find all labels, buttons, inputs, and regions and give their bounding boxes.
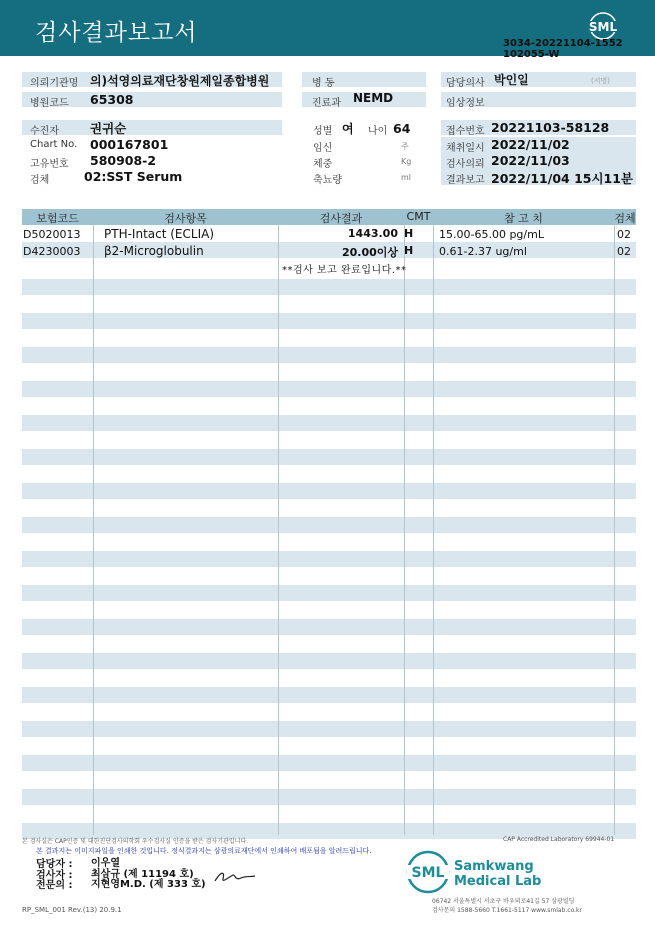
unique-value: 580908-2	[90, 153, 157, 168]
collect-value: 2022/11/02	[491, 137, 570, 152]
table-stripe	[22, 483, 636, 499]
charge-label: 담당자 :	[36, 859, 73, 870]
receipt-label: 접수번호	[446, 126, 485, 137]
header-specimen: 검체	[614, 212, 636, 225]
pregnancy-unit: 주	[401, 142, 409, 151]
hospital-code-value: 65308	[90, 92, 134, 107]
row-code: D5020013	[23, 228, 81, 241]
patient-row-bg	[22, 120, 282, 135]
table-stripe	[22, 381, 636, 397]
specialist-label: 전문의 :	[36, 880, 73, 891]
form-code: RP_SML_001 Rev.(13) 20.9.1	[22, 906, 122, 914]
urine-label: 축뇨량	[313, 175, 342, 186]
column-divider	[278, 225, 279, 835]
header-test-item: 검사항목	[164, 212, 207, 225]
row-result: 1443.00	[347, 227, 398, 240]
receipt-value: 20221103-58128	[491, 120, 610, 135]
report-label: 결과보고	[446, 175, 485, 186]
pregnancy-label: 임신	[313, 143, 333, 154]
clinical-label: 임상정보	[446, 98, 485, 109]
document-number-line1: 3034-20221104-1552	[503, 38, 623, 49]
row-cmt: H	[404, 227, 414, 240]
cap-accreditation: CAP Accredited Laboratory 69944-01	[503, 836, 615, 843]
collect-label: 채취일시	[446, 143, 485, 154]
row-item: β2-Microglobulin	[104, 244, 204, 258]
request-label: 검사의뢰	[446, 159, 485, 170]
specimen-value: 02:SST Serum	[84, 169, 183, 184]
document-number-line2: 102055-W	[503, 49, 560, 60]
dept-label: 진료과	[312, 98, 341, 109]
institution-value: 의)석영의료재단창원제일종합병원	[90, 74, 270, 88]
table-stripe	[22, 721, 636, 737]
report-value: 2022/11/04 15시11분	[491, 171, 634, 186]
logo-text: SML	[588, 20, 618, 34]
table-stripe	[22, 313, 636, 329]
table-stripe	[22, 755, 636, 771]
doctor-value: 박인일	[494, 73, 529, 87]
report-complete-note: **검사 보고 완료입니다.**	[282, 265, 407, 276]
hospital-code-label: 병원코드	[30, 98, 69, 109]
charge-value: 이우열	[91, 858, 120, 869]
patient-label: 수진자	[30, 126, 59, 137]
header-test-result: 검사결과	[319, 212, 363, 225]
row-specimen: 02	[617, 245, 631, 258]
institution-label: 의뢰기관명	[30, 78, 79, 89]
ward-label: 병 동	[312, 78, 335, 89]
patient-value: 권귀순	[90, 121, 127, 136]
header-reference: 참 고 치	[504, 212, 543, 225]
company-address: 06742 서울특별시 서초구 바우뫼로41길 57 삼광빌딩	[432, 898, 575, 905]
row-reference: 0.61-2.37 ug/ml	[439, 245, 527, 258]
table-stripe	[22, 279, 636, 295]
table-stripe	[22, 585, 636, 601]
certification-note: 본 검사실은 CAP인증 및 대한진단검사의학회 우수검사실 인증을 받은 검사기관입니다.	[22, 838, 249, 845]
company-name-line2: Medical Lab	[454, 874, 542, 889]
company-phone: 검사문의 1588-5660 T.1661-5117 www.smlab.co.kr	[432, 907, 582, 914]
table-stripe	[22, 687, 636, 703]
row-reference: 15.00-65.00 pg/mL	[439, 228, 544, 241]
examiner-label: 검사자 :	[36, 870, 73, 881]
sex-label: 성별	[313, 126, 333, 137]
sex-value: 여	[342, 122, 354, 136]
specialist-value: 지현영M.D. (제 333 호)	[91, 879, 206, 890]
dept-value: NEMD	[353, 91, 394, 105]
age-value: 64	[393, 121, 411, 136]
request-value: 2022/11/03	[491, 153, 570, 168]
examiner-value: 최삼규 (제 11194 호)	[91, 869, 194, 880]
column-divider	[93, 225, 94, 835]
age-label: 나이	[368, 126, 388, 137]
table-stripe	[22, 551, 636, 567]
sml-logo-icon	[583, 12, 623, 40]
page-title: 검사결과보고서	[35, 20, 198, 46]
table-stripe	[22, 789, 636, 805]
chart-label: Chart No.	[30, 139, 78, 150]
header-insurance-code: 보험코드	[36, 212, 79, 225]
column-divider	[433, 225, 434, 835]
row-specimen: 02	[617, 228, 631, 241]
weight-label: 체중	[313, 159, 333, 170]
doctor-label: 담당의사	[446, 78, 485, 89]
row-item: PTH-Intact (ECLIA)	[104, 227, 214, 241]
specimen-label: 검체	[30, 175, 50, 186]
table-stripe	[22, 653, 636, 669]
header-cmt: CMT	[406, 210, 431, 223]
company-name-line1: Samkwang	[454, 859, 534, 874]
sml-footer-logo-icon	[406, 850, 450, 898]
table-stripe	[22, 449, 636, 465]
row-code: D4230003	[23, 245, 81, 258]
table-stripe	[22, 347, 636, 363]
document-number	[503, 38, 623, 60]
table-stripe	[22, 619, 636, 635]
table-stripe	[22, 517, 636, 533]
column-divider	[614, 225, 615, 835]
chart-value: 000167801	[90, 137, 169, 152]
signature-icon	[213, 869, 257, 889]
column-divider	[404, 225, 405, 835]
row-cmt: H	[404, 244, 414, 257]
unique-label: 고유번호	[30, 159, 69, 170]
row-result: 20.00이상	[341, 246, 398, 259]
weight-unit: Kg	[401, 157, 412, 166]
footer-logo-text: SML	[411, 865, 445, 881]
table-stripe	[22, 415, 636, 431]
doctor-signature-note: (서명)	[591, 77, 610, 85]
urine-unit: ml	[401, 173, 412, 182]
print-notice: 본 결과지는 이미지파일을 인쇄한 것입니다. 정식결과지는 삼광의료재단에서 인쇄하여 배포됨을 알려드립니다.	[36, 847, 372, 855]
